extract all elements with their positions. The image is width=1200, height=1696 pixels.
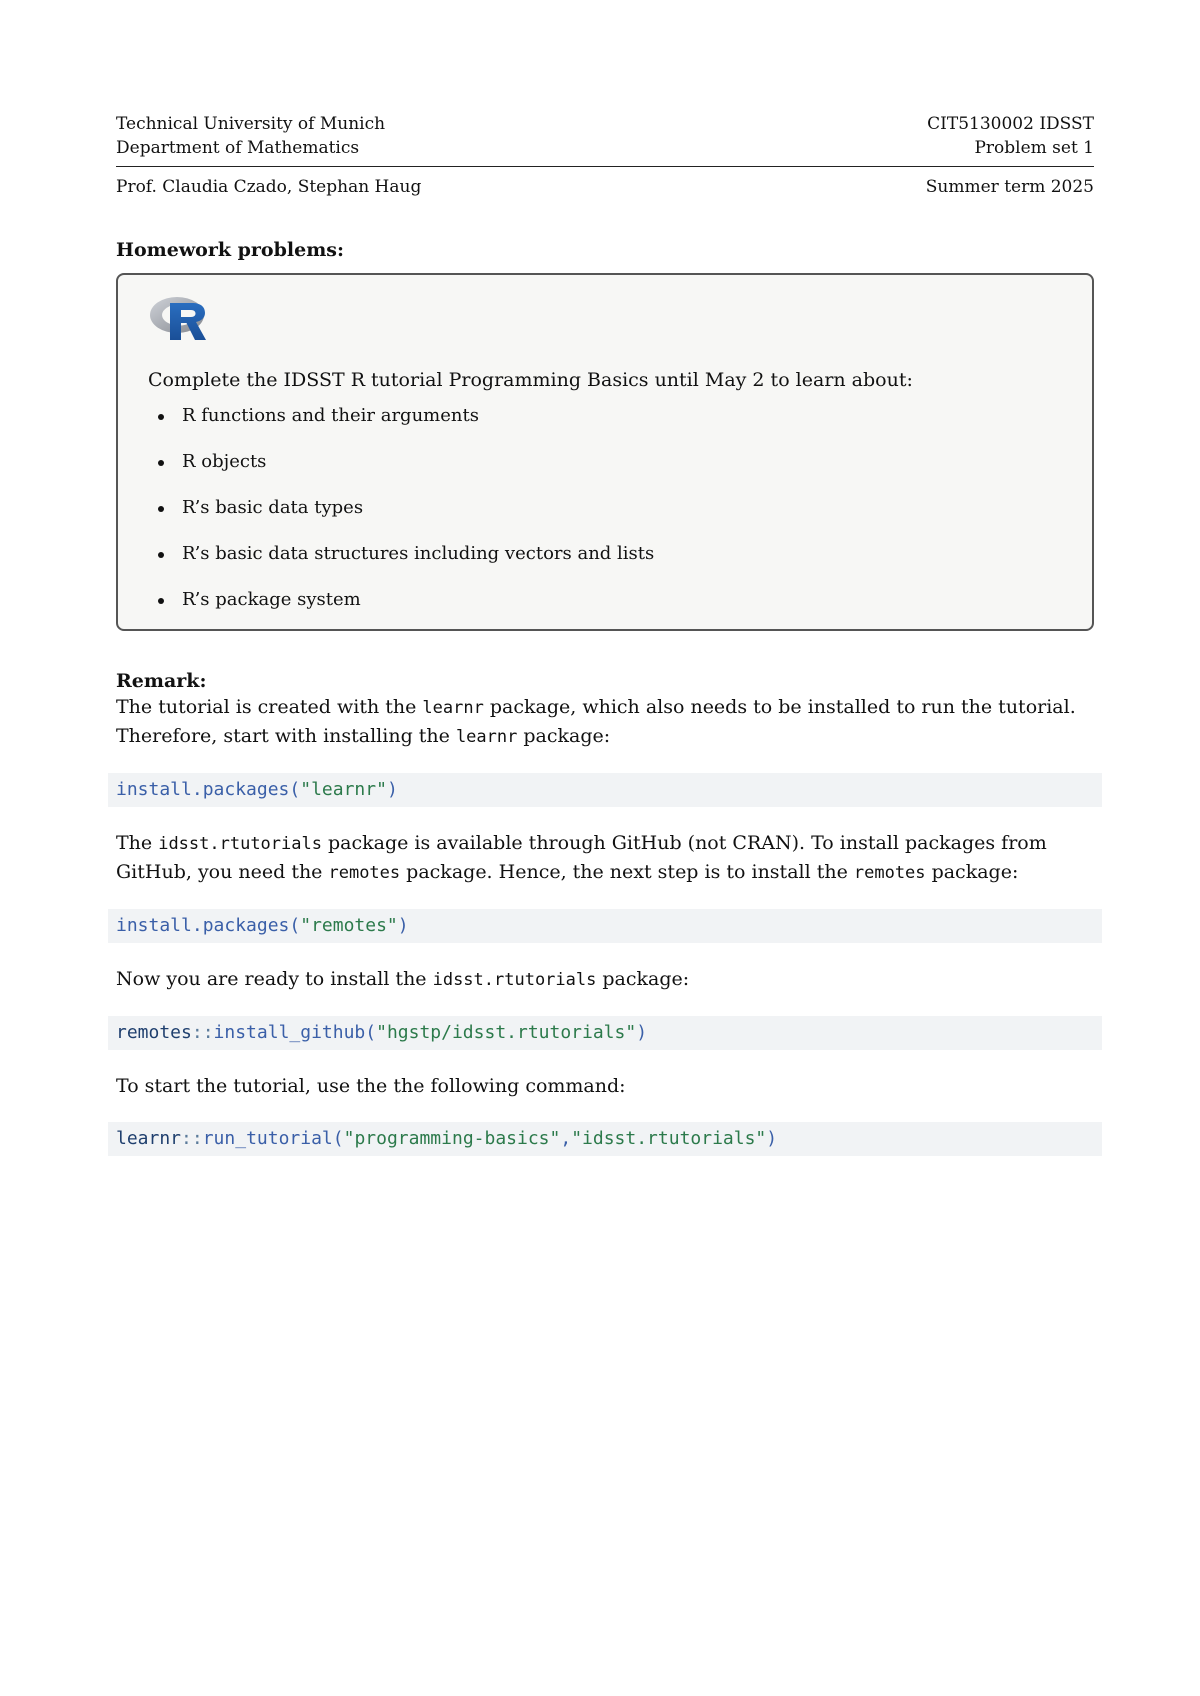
list-item: R objects [182, 451, 1062, 473]
code-block-install-remotes[interactable] [108, 909, 1102, 943]
header-divider [116, 166, 1094, 167]
remark-paragraph-1 [116, 693, 1094, 751]
code-namespace: learnr [116, 1128, 182, 1149]
text: package: [925, 861, 1019, 883]
tutorial-box [116, 273, 1094, 631]
instructors: Prof. Claudia Czado, Stephan Haug [116, 177, 422, 197]
text: package: [596, 968, 690, 990]
code-namespace: remotes [116, 1022, 192, 1043]
code-operator: :: [191, 1022, 214, 1043]
text: The tutorial is created with the [116, 696, 423, 718]
code-paren: ( [332, 1128, 344, 1149]
code-function: install.packages [116, 779, 290, 800]
department-name: Department of Mathematics [116, 138, 360, 158]
r-logo-icon [148, 293, 212, 343]
code-function: install.packages [116, 915, 290, 936]
code-string: "remotes" [300, 915, 398, 936]
text: package, which also needs to be installed to run the tutorial. Therefore, start with installing the [116, 696, 1076, 747]
code-paren: ( [289, 915, 301, 936]
code-string: "idsst.rtutorials" [571, 1128, 767, 1149]
term: Summer term 2025 [925, 177, 1094, 197]
code-paren: ) [636, 1022, 648, 1043]
header-bottom [116, 175, 1094, 199]
code-block-run-tutorial[interactable] [108, 1122, 1102, 1156]
text: package: [517, 725, 611, 747]
text: Now you are ready to install the [116, 968, 433, 990]
code-block-install-learnr[interactable] [108, 773, 1102, 807]
inline-code: learnr [455, 727, 518, 747]
code-string: "hgstp/idsst.rtutorials" [376, 1022, 637, 1043]
code-paren: ) [386, 779, 398, 800]
text: The [116, 832, 159, 854]
text: package. Hence, the next step is to install the [400, 861, 854, 883]
section-title: Homework problems: [116, 239, 345, 261]
problem-set-label: Problem set 1 [974, 138, 1094, 158]
header-right [927, 112, 1094, 160]
remark-paragraph-2 [116, 829, 1094, 887]
header-top [116, 112, 1094, 160]
inline-code: learnr [422, 698, 484, 718]
code-paren: ) [397, 915, 409, 936]
header-left [116, 112, 385, 160]
list-item: R’s package system [182, 589, 1062, 611]
code-paren: ( [289, 779, 301, 800]
code-paren: ) [766, 1128, 778, 1149]
remark-title: Remark: [116, 670, 207, 692]
topic-list [148, 405, 1062, 611]
list-item: R’s basic data structures including vectors and lists [182, 543, 1062, 565]
list-item: R’s basic data types [182, 497, 1062, 519]
code-block-install-github[interactable] [108, 1016, 1102, 1050]
code-paren: ( [365, 1022, 377, 1043]
code-string: "programming-basics" [343, 1128, 561, 1149]
remark-paragraph-4: To start the tutorial, use the the following command: [116, 1075, 626, 1097]
inline-code: remotes [328, 863, 401, 883]
inline-code: remotes [853, 863, 926, 883]
document-page [116, 112, 1094, 1178]
university-name: Technical University of Munich [116, 114, 386, 134]
code-comma: , [560, 1128, 572, 1149]
inline-code: idsst.rtutorials [158, 834, 322, 854]
code-operator: :: [181, 1128, 203, 1149]
inline-code: idsst.rtutorials [432, 970, 597, 990]
code-string: "learnr" [300, 779, 387, 800]
list-item: R functions and their arguments [182, 405, 1062, 427]
code-function: install_github [213, 1022, 366, 1043]
box-intro: Complete the IDSST R tutorial Programming Basics until May 2 to learn about: [148, 369, 913, 391]
code-function: run_tutorial [202, 1128, 333, 1149]
remark-paragraph-3 [116, 965, 1094, 994]
course-code: CIT5130002 IDSST [927, 114, 1094, 134]
text: package is available through GitHub (not CRAN). To install packages from GitHub, you need the [116, 832, 1047, 883]
